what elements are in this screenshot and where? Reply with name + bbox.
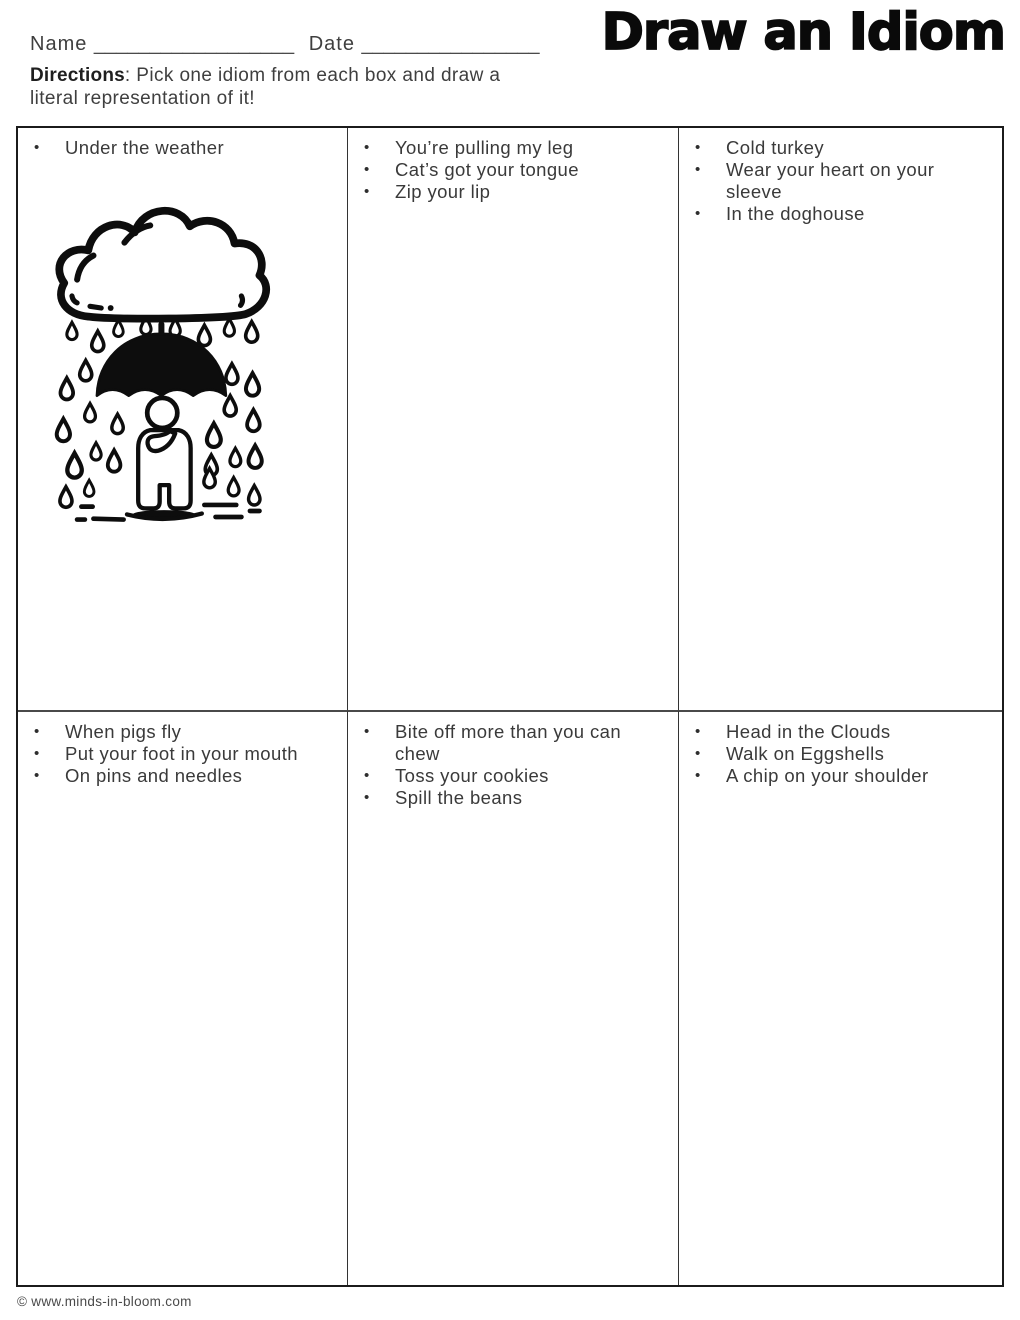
idiom-item: • Spill the beans <box>348 787 668 809</box>
directions <box>30 64 535 110</box>
date-label: Date <box>308 33 355 55</box>
copyright-text: © www.minds-in-bloom.com <box>17 1294 192 1309</box>
date-blank-line: ________________ <box>361 33 540 55</box>
idiom-item: • Zip your lip <box>348 181 668 203</box>
idiom-item: • Walk on Eggshells <box>679 743 992 765</box>
idiom-item: • When pigs fly <box>18 721 337 743</box>
idiom-list <box>18 137 337 159</box>
idiom-item: • On pins and needles <box>18 765 337 787</box>
idiom-list <box>348 721 668 809</box>
name-blank-line: __________________ <box>93 33 295 55</box>
idiom-list <box>18 721 337 787</box>
idiom-cell-1 <box>18 128 347 710</box>
page-title: Draw an Idiom <box>601 3 1005 62</box>
under-the-weather-illustration <box>41 179 299 549</box>
directions-label: Directions <box>30 65 125 86</box>
idiom-list <box>679 137 992 225</box>
idiom-cell-5 <box>347 710 678 1285</box>
idiom-cell-6 <box>678 710 1002 1285</box>
rain-doodle-svg <box>41 179 299 549</box>
idiom-cell-4 <box>18 710 347 1285</box>
idiom-item: • Head in the Clouds <box>679 721 992 743</box>
person-icon <box>138 398 190 509</box>
directions-text: : Pick one idiom from each box and draw a literal representation of it! <box>30 65 501 109</box>
idiom-item: • Under the weather <box>18 137 337 159</box>
idiom-table <box>16 126 1004 1287</box>
idiom-cell-2 <box>347 128 678 710</box>
idiom-list <box>348 137 668 203</box>
idiom-item: • You’re pulling my leg <box>348 137 668 159</box>
idiom-item: • Cat’s got your tongue <box>348 159 668 181</box>
idiom-item: • A chip on your shoulder <box>679 765 992 787</box>
idiom-item: • Wear your heart on your sleeve <box>679 159 992 203</box>
idiom-cell-3 <box>678 128 1002 710</box>
name-date-row <box>30 33 539 56</box>
idiom-list <box>679 721 992 787</box>
name-label: Name <box>30 33 88 55</box>
idiom-item: • Put your foot in your mouth <box>18 743 337 765</box>
rain-cloud-icon <box>59 211 266 319</box>
idiom-item: • In the doghouse <box>679 203 992 225</box>
idiom-item: • Cold turkey <box>679 137 992 159</box>
idiom-item: • Bite off more than you can chew <box>348 721 668 765</box>
idiom-item: • Toss your cookies <box>348 765 668 787</box>
